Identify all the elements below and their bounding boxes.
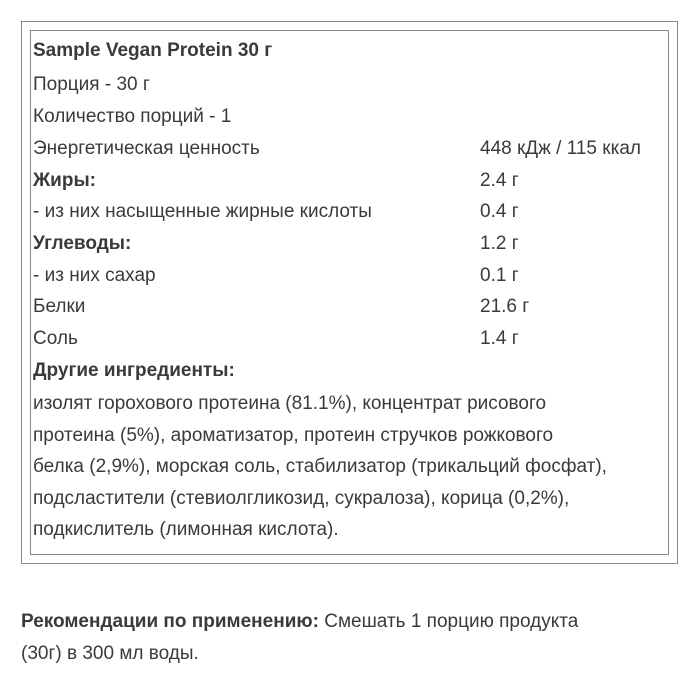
- ingredients-heading: Другие ингредиенты:: [33, 360, 235, 381]
- nutrient-label: Жиры:: [33, 170, 97, 191]
- nutrient-value: 1.2 г: [480, 233, 519, 254]
- ingredients-line: подкислитель (лимонная кислота).: [33, 519, 339, 540]
- nutrient-value: 0.4 г: [480, 201, 519, 222]
- usage-heading: Рекомендации по применению:: [21, 611, 319, 632]
- nutrient-value: 2.4 г: [480, 170, 519, 191]
- nutrient-label: Углеводы:: [33, 233, 132, 254]
- ingredients-text: [33, 388, 663, 546]
- usage-text-2: (30г) в 300 мл воды.: [21, 643, 199, 664]
- ingredients-line: белка (2,9%), морская соль, стабилизатор (трикальций фосфат),: [33, 456, 607, 477]
- nutrient-value: 1.4 г: [480, 328, 519, 349]
- usage-recommendation: [21, 606, 681, 670]
- nutrient-label: - из них сахар: [33, 265, 156, 286]
- usage-text-1: Смешать 1 порцию продукта: [318, 611, 579, 632]
- nutrient-label: Белки: [33, 296, 86, 317]
- nutrient-value: 21.6 г: [480, 296, 530, 317]
- servings-count: Количество порций - 1: [33, 106, 232, 127]
- product-title: Sample Vegan Protein 30 г: [33, 40, 273, 61]
- nutrient-value: 0.1 г: [480, 265, 519, 286]
- usage-line-1: [21, 606, 681, 638]
- ingredients-line: подсластители (стевиолгликозид, сукралоза), корица (0,2%),: [33, 487, 570, 509]
- serving-size: Порция - 30 г: [33, 74, 150, 95]
- ingredients-line: протеина (5%), ароматизатор, протеин стручков рожкового: [33, 424, 554, 446]
- nutrient-label: - из них насыщенные жирные кислоты: [33, 201, 372, 222]
- nutrient-label: Энергетическая ценность: [33, 138, 260, 159]
- nutrient-value: 448 кДж / 115 ккал: [480, 138, 641, 159]
- ingredients-line: изолят горохового протеина (81.1%), концентрат рисового: [33, 393, 547, 414]
- nutrient-label: Соль: [33, 328, 78, 349]
